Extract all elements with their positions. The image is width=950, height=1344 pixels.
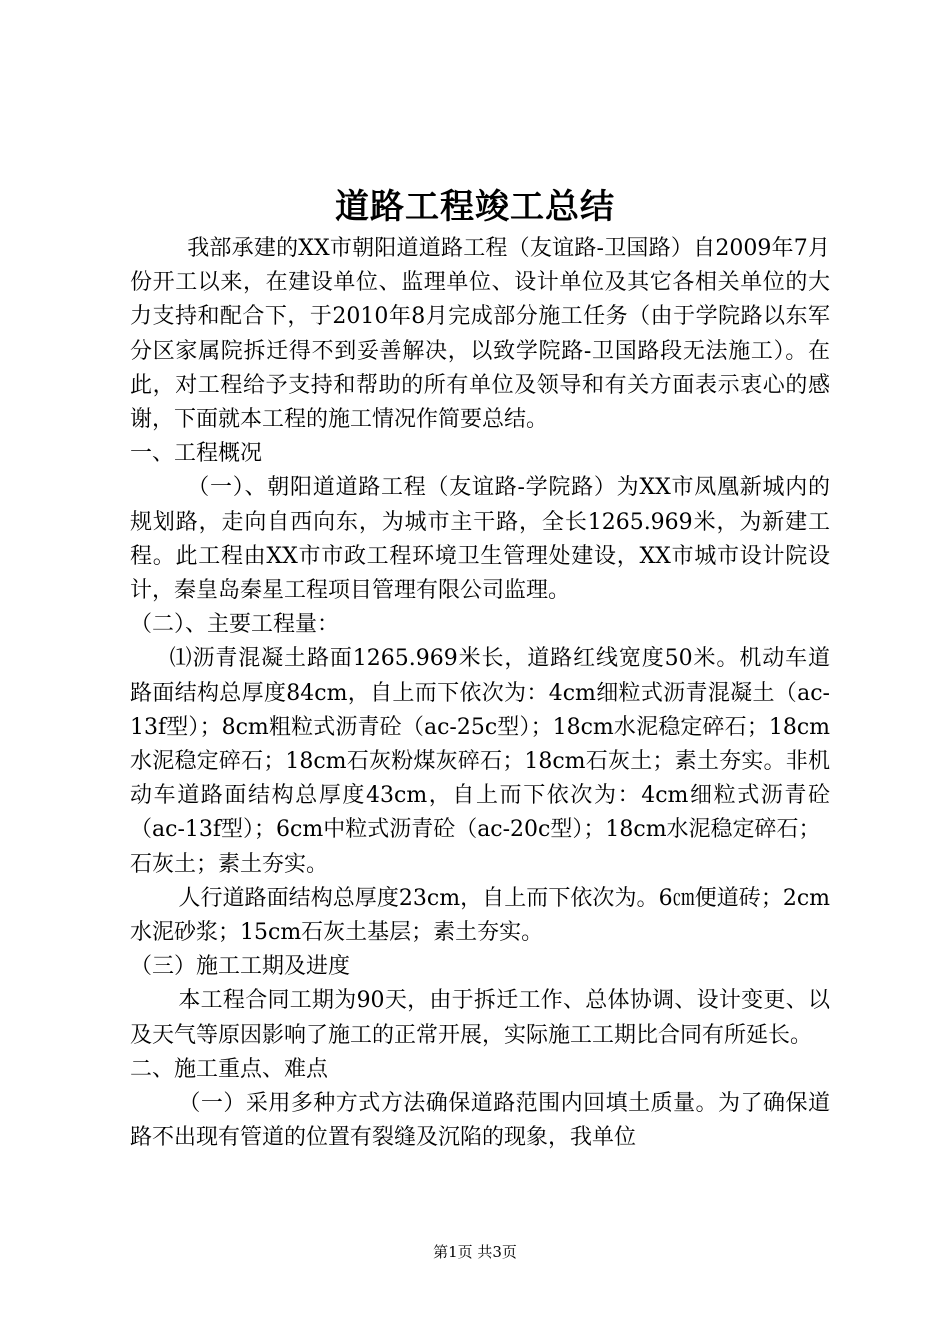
heading-quantities: （二）、主要工程量： — [130, 612, 340, 638]
heading-schedule: （三）施工工期及进度 — [130, 954, 351, 980]
paragraph-pavement: ⑴沥青混凝土路面1265.969米长，道路红线宽度50米。机动车道路面结构总厚度84cm，自上而下依次为：4cm细粒式沥青混凝土（ac-13f型）；8cm粗粒式沥青砼（ac-25c型）；18cm水泥稳定碎石；18cm水泥稳定碎石；18cm石灰粉煤灰碎石；18cm石灰土；素土夯实。非机动车道路面结构总厚度43cm，自上而下依次为：4cm细粒式沥青砼（ac-13f型）；6cm中粒式沥青砼（ac-20c型）；18cm水泥稳定碎石； — [130, 646, 830, 843]
paragraph-intro: 我部承建的XX市朝阳道道路工程（友谊路-卫国路）自2009年7月份开工以来，在建设单位、监理单位、设计单位及其它各相关单位的大力支持和配合下，于2010年8月完成部分施工任务（由于学院路以东军分区家属院拆迁得不到妥善解决，以致学院路-卫国路段无法施工）。在此，对工程给予支持和帮助的所有单位及领导和有关方面表示衷心的感谢，下面就本工程的施工情况作简要总结。 — [130, 236, 830, 433]
document-body — [130, 232, 830, 1155]
page-footer: 第1页 共3页 — [433, 1243, 517, 1261]
document-title: 道路工程竣工总结 — [335, 187, 615, 227]
paragraph-sidewalk: 人行道路面结构总厚度23cm，自上而下依次为。6㎝便道砖；2cm水泥砂浆；15cm石灰土基层；素土夯实。 — [130, 885, 830, 946]
heading-key-points: 二、施工重点、难点 — [130, 1056, 329, 1082]
paragraph-backfill: （一）采用多种方式方法确保道路范围内回填土质量。为了确保道路不出现有管道的位置有裂缝及沉陷的现象，我单位 — [130, 1091, 830, 1151]
paragraph-schedule: 本工程合同工期为90天，由于拆迁工作、总体协调、设计变更、以及天气等原因影响了施工的正常开展，实际施工工期比合同有所延长。 — [130, 988, 830, 1048]
heading-overview: 一、工程概况 — [130, 441, 263, 467]
paragraph-overview-1: （一）、朝阳道道路工程（友谊路-学院路）为XX市凤凰新城内的规划路，走向自西向东，为城市主干路，全长1265.969米，为新建工程。此工程由XX市市政工程环境卫生管理处建设，XX市城市设计院设计，秦皇岛秦星工程项目管理有限公司监理。 — [130, 475, 830, 604]
paragraph-pavement-cont: 石灰土；素土夯实。 — [130, 851, 329, 877]
